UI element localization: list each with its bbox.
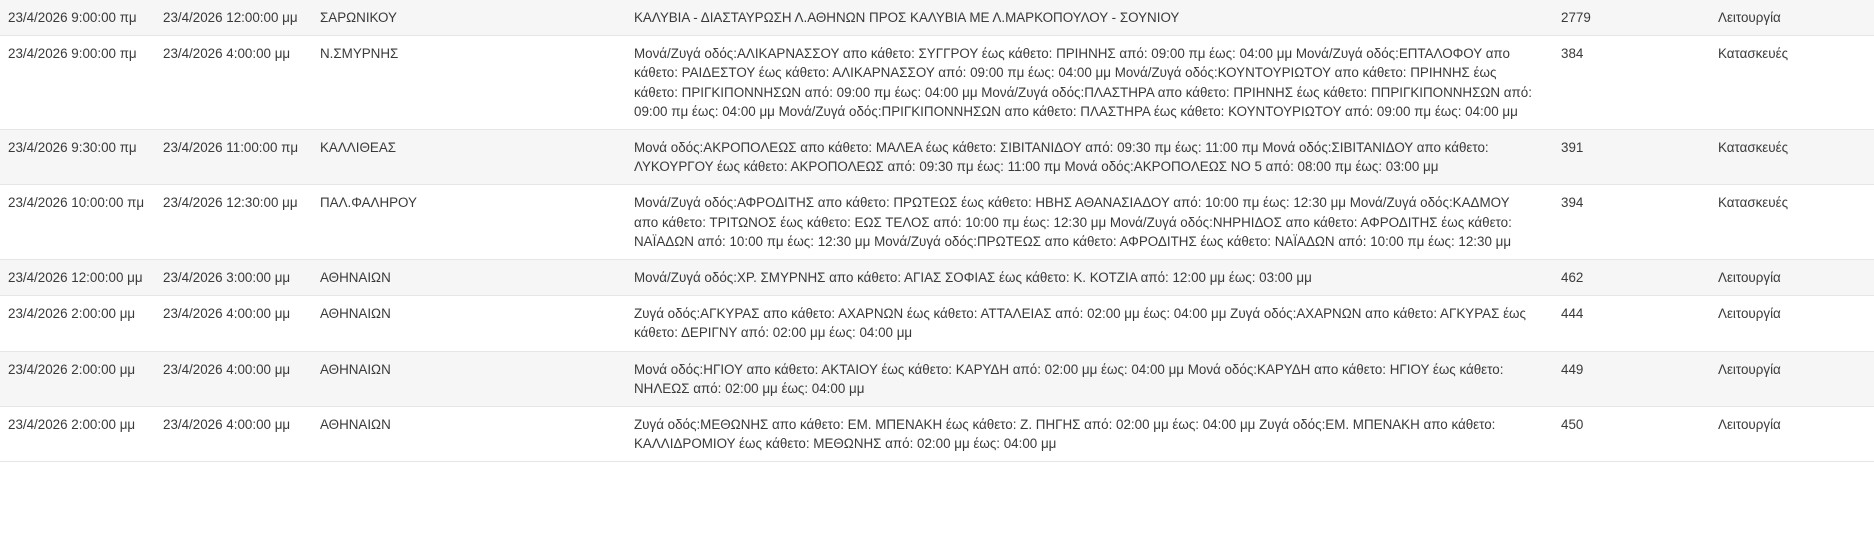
start-time: 23/4/2026 9:00:00 πμ (0, 36, 155, 130)
municipality: ΑΘΗΝΑΙΩΝ (312, 260, 626, 296)
start-time: 23/4/2026 2:00:00 μμ (0, 407, 155, 462)
closure-description: Ζυγά οδός:ΑΓΚΥΡΑΣ απο κάθετο: ΑΧΑΡΝΩΝ έως κάθετο: ΑΤΤΑΛΕΙΑΣ από: 02:00 μμ έως: 04:00 μμ Ζυγά οδός:ΑΧΑΡΝΩΝ απο κάθετο: ΑΓΚΥΡΑΣ έως κάθετο: ΔΕΡΙΓΝΥ από: 02:00 μμ έως: 04:00 μμ (626, 296, 1553, 351)
category: Κατασκευές (1710, 130, 1874, 185)
closure-description: Μονά/Ζυγά οδός:ΑΦΡΟΔΙΤΗΣ απο κάθετο: ΠΡΩΤΕΩΣ έως κάθετο: ΗΒΗΣ ΑΘΑΝΑΣΙΑΔΟΥ από: 10:00 πμ έως: 12:30 μμ Μονά/Ζυγά οδός:ΚΑΔΜΟΥ απο κάθετο: ΤΡΙΤΩΝΟΣ έως κάθετο: ΕΩΣ ΤΕΛΟΣ από: 10:00 πμ έως: 12:30 μμ Μονά/Ζυγά οδός:ΝΗΡΗΙΔΟΣ απο κάθετο: ΑΦΡΟΔΙΤΗΣ έως κάθετο: ΝΑΪΑΔΩΝ από: 10:00 πμ έως: 12:30 μμ Μονά/Ζυγά οδός:ΠΡΩΤΕΩΣ απο κάθετο: ΑΦΡΟΔΙΤΗΣ έως κάθετο: ΝΑΪΑΔΩΝ από: 10:00 πμ έως: 12:30 μμ (626, 185, 1553, 260)
category: Λειτουργία (1710, 0, 1874, 36)
table-row (0, 260, 1874, 296)
record-id: 444 (1553, 296, 1710, 351)
record-id: 462 (1553, 260, 1710, 296)
record-id: 450 (1553, 407, 1710, 462)
municipality: ΠΑΛ.ΦΑΛΗΡΟΥ (312, 185, 626, 260)
closure-description: Μονά/Ζυγά οδός:ΧΡ. ΣΜΥΡΝΗΣ απο κάθετο: ΑΓΙΑΣ ΣΟΦΙΑΣ έως κάθετο: Κ. ΚΟΤΖΙΑ από: 12:00 μμ έως: 03:00 μμ (626, 260, 1553, 296)
category: Λειτουργία (1710, 351, 1874, 406)
category: Λειτουργία (1710, 407, 1874, 462)
category: Κατασκευές (1710, 36, 1874, 130)
table-row (0, 351, 1874, 406)
start-time: 23/4/2026 10:00:00 πμ (0, 185, 155, 260)
end-time: 23/4/2026 11:00:00 πμ (155, 130, 312, 185)
municipality: Ν.ΣΜΥΡΝΗΣ (312, 36, 626, 130)
category: Λειτουργία (1710, 296, 1874, 351)
end-time: 23/4/2026 4:00:00 μμ (155, 36, 312, 130)
closure-description: ΚΑΛΥΒΙΑ - ΔΙΑΣΤΑΥΡΩΣΗ Λ.ΑΘΗΝΩΝ ΠΡΟΣ ΚΑΛΥΒΙΑ ΜΕ Λ.ΜΑΡΚΟΠΟΥΛΟΥ - ΣΟΥΝΙΟΥ (626, 0, 1553, 36)
municipality: ΣΑΡΩΝΙΚΟΥ (312, 0, 626, 36)
table-row (0, 130, 1874, 185)
record-id: 391 (1553, 130, 1710, 185)
table-row (0, 0, 1874, 36)
municipality: ΑΘΗΝΑΙΩΝ (312, 407, 626, 462)
record-id: 384 (1553, 36, 1710, 130)
closure-description: Μονά/Ζυγά οδός:ΑΛΙΚΑΡΝΑΣΣΟΥ απο κάθετο: ΣΥΓΓΡΟΥ έως κάθετο: ΠΡΙΗΝΗΣ από: 09:00 πμ έως: 04:00 μμ Μονά/Ζυγά οδός:ΕΠΤΑΛΟΦΟΥ απο κάθετο: ΡΑΙΔΕΣΤΟΥ έως κάθετο: ΑΛΙΚΑΡΝΑΣΣΟΥ από: 09:00 πμ έως: 04:00 μμ Μονά/Ζυγά οδός:ΚΟΥΝΤΟΥΡΙΩΤΟΥ απο κάθετο: ΠΡΙΗΝΗΣ έως κάθετο: ΠΡΙΓΚΙΠΟΝΝΗΣΩΝ από: 09:00 πμ έως: 04:00 μμ Μονά/Ζυγά οδός:ΠΛΑΣΤΗΡΑ απο κάθετο: ΠΡΙΗΝΗΣ έως κάθετο: ΠΠΡΙΓΚΙΠΟΝΝΗΣΩΝ από: 09:00 πμ έως: 04:00 μμ Μονά/Ζυγά οδός:ΠΡΙΓΚΙΠΟΝΝΗΣΩΝ απο κάθετο: ΠΛΑΣΤΗΡΑ έως κάθετο: ΚΟΥΝΤΟΥΡΙΩΤΟΥ από: 09:00 πμ έως: 04:00 μμ (626, 36, 1553, 130)
closure-description: Ζυγά οδός:ΜΕΘΩΝΗΣ απο κάθετο: ΕΜ. ΜΠΕΝΑΚΗ έως κάθετο: Ζ. ΠΗΓΗΣ από: 02:00 μμ έως: 04:00 μμ Ζυγά οδός:ΕΜ. ΜΠΕΝΑΚΗ απο κάθετο: ΚΑΛΛΙΔΡΟΜΙΟΥ έως κάθετο: ΜΕΘΩΝΗΣ από: 02:00 μμ έως: 04:00 μμ (626, 407, 1553, 462)
closure-description: Μονά οδός:ΗΓΙΟΥ απο κάθετο: ΑΚΤΑΙΟΥ έως κάθετο: ΚΑΡΥΔΗ από: 02:00 μμ έως: 04:00 μμ Μονά οδός:ΚΑΡΥΔΗ απο κάθετο: ΗΓΙΟΥ έως κάθετο: ΝΗΛΕΩΣ από: 02:00 μμ έως: 04:00 μμ (626, 351, 1553, 406)
start-time: 23/4/2026 9:30:00 πμ (0, 130, 155, 185)
closure-description: Μονά οδός:ΑΚΡΟΠΟΛΕΩΣ απο κάθετο: ΜΑΛΕΑ έως κάθετο: ΣΙΒΙΤΑΝΙΔΟΥ από: 09:30 πμ έως: 11:00 πμ Μονά οδός:ΣΙΒΙΤΑΝΙΔΟΥ απο κάθετο: ΛΥΚΟΥΡΓΟΥ έως κάθετο: ΑΚΡΟΠΟΛΕΩΣ από: 09:30 πμ έως: 11:00 πμ Μονά οδός:ΑΚΡΟΠΟΛΕΩΣ ΝΟ 5 από: 08:00 πμ έως: 03:00 μμ (626, 130, 1553, 185)
end-time: 23/4/2026 12:30:00 μμ (155, 185, 312, 260)
start-time: 23/4/2026 2:00:00 μμ (0, 296, 155, 351)
table-row (0, 296, 1874, 351)
table-row (0, 407, 1874, 462)
municipality: ΚΑΛΛΙΘΕΑΣ (312, 130, 626, 185)
start-time: 23/4/2026 12:00:00 μμ (0, 260, 155, 296)
record-id: 2779 (1553, 0, 1710, 36)
category: Κατασκευές (1710, 185, 1874, 260)
table-row (0, 36, 1874, 130)
end-time: 23/4/2026 3:00:00 μμ (155, 260, 312, 296)
start-time: 23/4/2026 2:00:00 μμ (0, 351, 155, 406)
end-time: 23/4/2026 4:00:00 μμ (155, 407, 312, 462)
municipality: ΑΘΗΝΑΙΩΝ (312, 296, 626, 351)
category: Λειτουργία (1710, 260, 1874, 296)
table-row (0, 185, 1874, 260)
end-time: 23/4/2026 4:00:00 μμ (155, 296, 312, 351)
record-id: 394 (1553, 185, 1710, 260)
record-id: 449 (1553, 351, 1710, 406)
start-time: 23/4/2026 9:00:00 πμ (0, 0, 155, 36)
municipality: ΑΘΗΝΑΙΩΝ (312, 351, 626, 406)
end-time: 23/4/2026 12:00:00 μμ (155, 0, 312, 36)
end-time: 23/4/2026 4:00:00 μμ (155, 351, 312, 406)
